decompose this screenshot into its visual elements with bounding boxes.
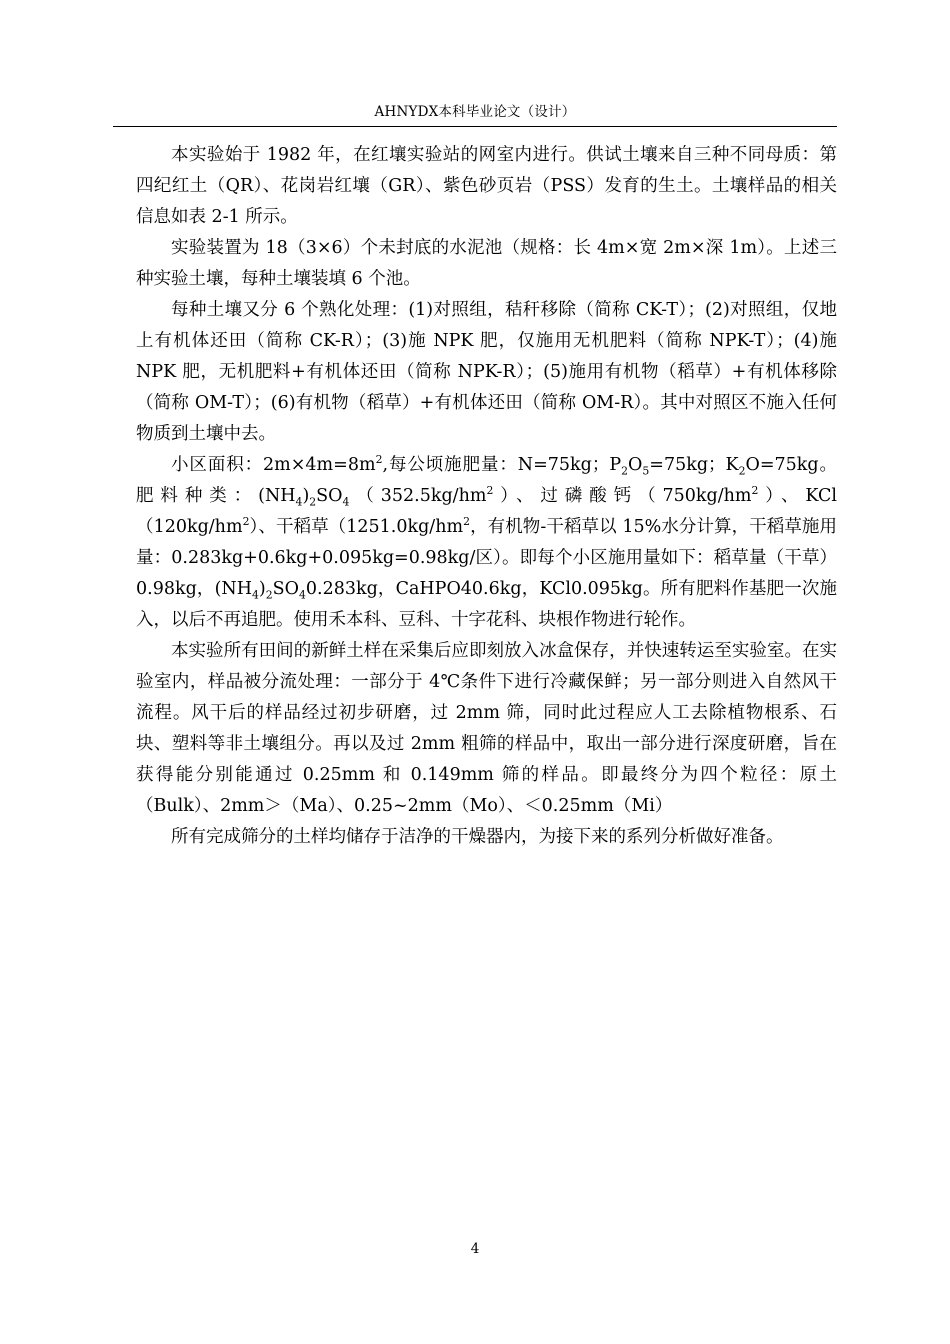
superscript: 2 — [242, 515, 250, 529]
superscript: 2 — [463, 515, 470, 529]
page-header — [113, 98, 837, 127]
subscript: 4 — [298, 588, 306, 602]
text-run: O=75kg。肥料种类：(NH — [136, 455, 838, 506]
subscript: 2 — [265, 588, 273, 602]
text-run: ,每公顷施肥量：N=75kg；P — [382, 455, 622, 475]
paragraph-sample-processing: 本实验所有田间的新鲜土样在采集后应即刻放入冰盒保存，并快速转运至实验室。在实验室内，样品被分流处理：一部分于 4℃条件下进行冷藏保鲜；另一部分则进入自然风干流程。风干后的样品经过初步研磨，过 2mm 筛，同时此过程应人工去除植物根系、石块、塑料等非土壤组分。再以及过 2mm 粗筛的样品中，取出一部分进行深度研磨，旨在获得能分别能通过 0.25mm 和 0.149mm 筛的样品。即最终分为四个粒径：原土（Bulk）、2mm＞（Ma）、0.25~2mm（Mo）、＜0.25mm（Mi） — [136, 641, 837, 816]
paragraph-treatments: 每种土壤又分 6 个熟化处理：(1)对照组，秸秆移除（简称 CK-T）；(2)对照组，仅地上有机体还田（简称 CK-R）；(3)施 NPK 肥，仅施用无机肥料（简称 NPK-T）；(4)施 NPK 肥，无机肥料+有机体还田（简称 NPK-R）；(5)施用有机物（稻草）+有机体移除（简称 OM-T）；(6)有机物（稻草）+有机体还田（简称 OM-R）。其中对照区不施入任何物质到土壤中去。 — [136, 300, 837, 444]
superscript: 2 — [751, 484, 759, 498]
text-run: ，有机物-干稻草以 15%水分计算，干稻草施用量：0.283kg+0.6kg+0.095kg=0.98kg/区）。即每个小区施用量如下：稻草量（干草）0.98kg，(NH — [136, 517, 837, 599]
text-run: ）、干稻草（1251.0kg/hm — [249, 517, 464, 537]
text-run: ) — [302, 486, 310, 506]
text-run: （352.5kg/hm — [349, 486, 487, 506]
paragraph-apparatus: 实验装置为 18（3×6）个未封底的水泥池（规格：长 4m×宽 2m×深 1m）。上述三种实验土壤，每种土壤装填 6 个池。 — [136, 238, 837, 289]
subscript: 2 — [309, 495, 317, 509]
text-run: O — [628, 455, 643, 475]
subscript: 4 — [251, 588, 259, 602]
paragraph-storage: 所有完成筛分的土样均储存于洁净的干燥器内，为接下来的系列分析做好准备。 — [171, 827, 784, 847]
header-title: AHNYDX本科毕业论文（设计） — [374, 104, 576, 120]
text-run: 0.6kg，KCl0.095kg。所有肥料作基肥一次施入，以后不再追肥。使用禾本科、豆科、十字花科、块根作物进行轮作。 — [136, 579, 837, 630]
superscript: 2 — [375, 453, 383, 467]
subscript: 2 — [621, 464, 629, 478]
text-run: 小区面积：2m×4m=8m — [171, 455, 376, 475]
subscript: 2 — [738, 464, 746, 478]
paragraph-fertilization — [136, 450, 837, 636]
text-run: =75kg；K — [649, 455, 739, 475]
paragraph-experiment-origin: 本实验始于 1982 年，在红壤实验站的网室内进行。供试土壤来自三种不同母质：第四纪红土（QR）、花岗岩红壤（GR）、紫色砂页岩（PSS）发育的生土。土壤样品的相关信息如表 2-1 所示。 — [136, 145, 837, 227]
text-run: SO — [316, 486, 343, 506]
text-run: 0.283kg，CaHPO4 — [305, 579, 472, 599]
superscript: 2 — [486, 484, 494, 498]
text-run: ）、KCl（120kg/hm — [136, 486, 837, 537]
text-run: SO — [272, 579, 299, 599]
text-run: ）、过磷酸钙（750kg/hm — [493, 486, 752, 506]
subscript: 4 — [295, 495, 303, 509]
subscript: 4 — [342, 495, 350, 509]
document-body — [136, 140, 837, 853]
text-run: ) — [258, 579, 266, 599]
subscript: 5 — [642, 464, 650, 478]
page-number: 4 — [470, 1241, 480, 1257]
